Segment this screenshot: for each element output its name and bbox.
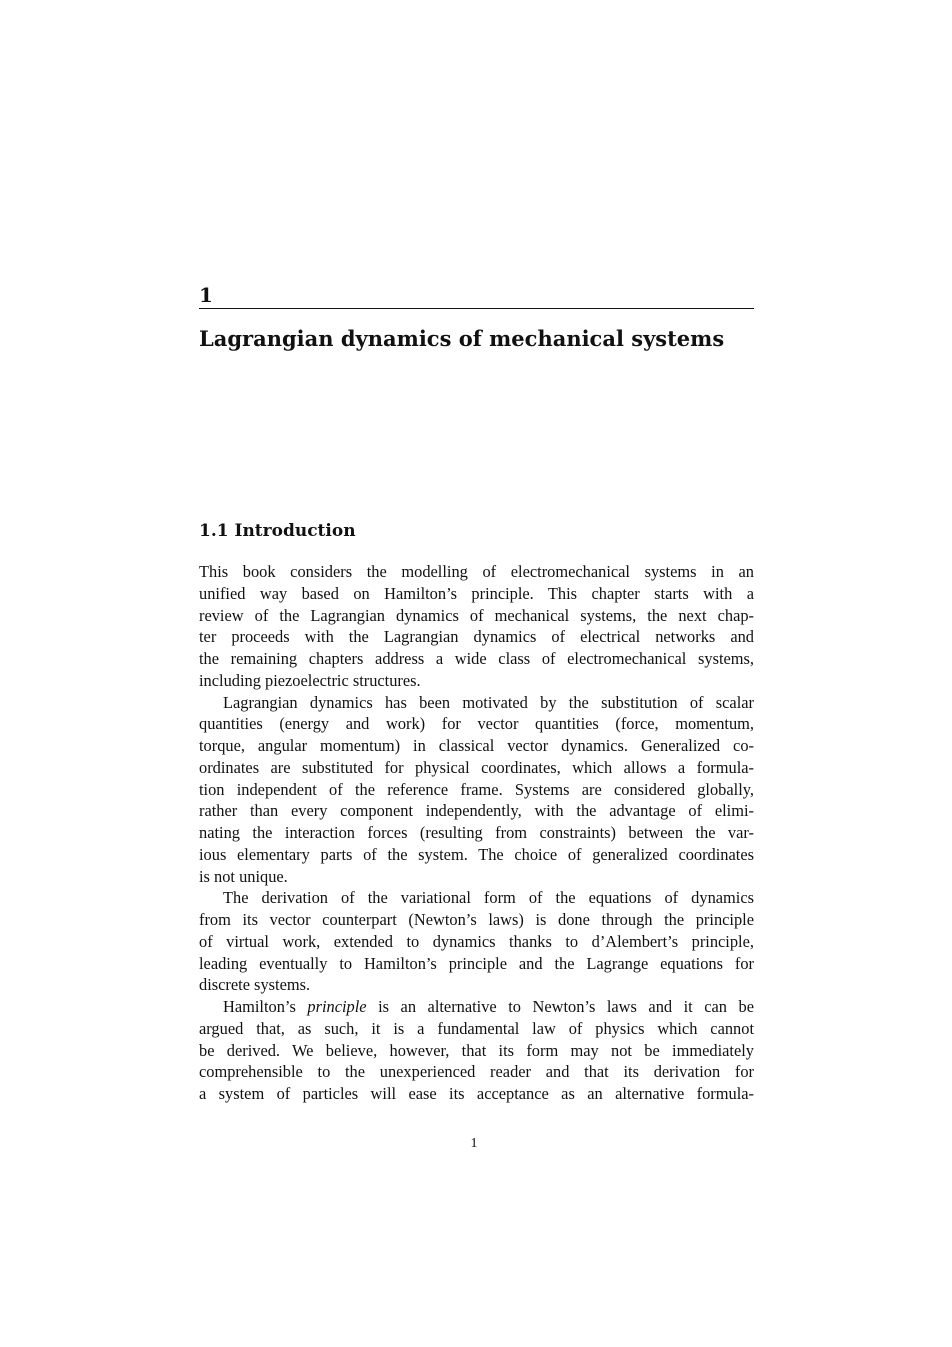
text-line: a system of particles will ease its acceptance as an alternative formula- bbox=[199, 1084, 754, 1103]
text-line: be derived. We believe, however, that its form may not be immediately bbox=[199, 1040, 754, 1060]
body-text bbox=[199, 561, 754, 1105]
text-line: ious elementary parts of the system. The choice of generalized coordinates bbox=[199, 844, 754, 864]
text-line-with-emphasis bbox=[199, 996, 754, 1018]
text-fragment: is an alternative to Newton’s laws and it can be bbox=[366, 997, 754, 1016]
text-line: nating the interaction forces (resulting from constraints) between the var- bbox=[199, 823, 754, 842]
text-line: comprehensible to the unexperienced reader and that its derivation for bbox=[199, 1062, 754, 1082]
text-line: review of the Lagrangian dynamics of mechanical systems, the next chap- bbox=[199, 605, 754, 625]
chapter-title: Lagrangian dynamics of mechanical systems bbox=[199, 326, 725, 351]
text-line: Lagrangian dynamics has been motivated by the substitution of scalar bbox=[223, 692, 754, 712]
text-line: discrete systems. bbox=[199, 975, 311, 995]
text-line: ordinates are substituted for physical coordinates, which allows a formula- bbox=[199, 757, 754, 777]
text-line: including piezoelectric structures. bbox=[199, 670, 421, 690]
text-line: tion independent of the reference frame. Systems are considered globally, bbox=[199, 779, 754, 799]
text-line: ter proceeds with the Lagrangian dynamics of electrical networks and bbox=[199, 627, 754, 647]
text-line: The derivation of the variational form of the equations of dynamics bbox=[223, 888, 754, 908]
text-line: This book considers the modelling of electromechanical systems in an bbox=[199, 562, 754, 581]
text-line: the remaining chapters address a wide class of electromechanical systems, bbox=[199, 649, 754, 668]
chapter-number: 1 bbox=[199, 282, 754, 309]
text-line: leading eventually to Hamilton’s principle and the Lagrange equations for bbox=[199, 953, 754, 973]
text-line: rather than every component independently, with the advantage of elimi- bbox=[199, 801, 754, 821]
text-line: quantities (energy and work) for vector quantities (force, momentum, bbox=[199, 714, 754, 734]
section-title: 1.1 Introduction bbox=[199, 521, 356, 541]
emphasized-word: principle bbox=[307, 997, 367, 1016]
text-line: from its vector counterpart (Newton’s laws) is done through the principle bbox=[199, 910, 754, 929]
text-fragment: Hamilton’s bbox=[223, 997, 308, 1016]
page-number: 1 bbox=[470, 1136, 478, 1151]
text-line: is not unique. bbox=[199, 866, 288, 886]
text-line: unified way based on Hamilton’s principle. This chapter starts with a bbox=[199, 583, 754, 603]
text-line: of virtual work, extended to dynamics thanks to d’Alembert’s principle, bbox=[199, 931, 754, 951]
text-line: argued that, as such, it is a fundamental law of physics which cannot bbox=[199, 1018, 754, 1038]
text-line: torque, angular momentum) in classical vector dynamics. Generalized co- bbox=[199, 736, 754, 755]
